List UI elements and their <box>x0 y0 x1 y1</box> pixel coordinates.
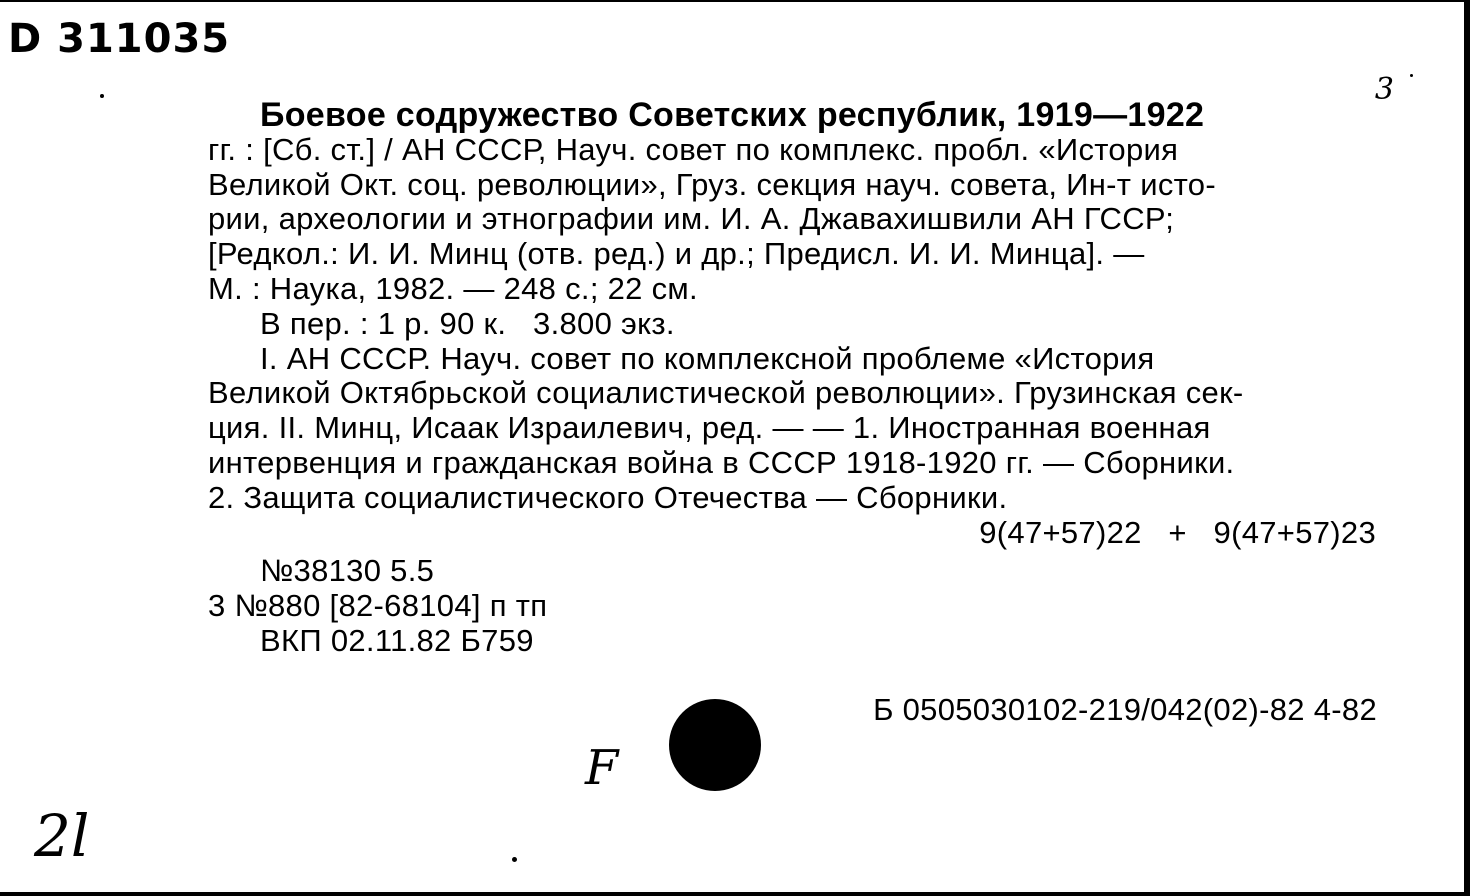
description-line-2: Великой Окт. соц. революции», Груз. секция науч. совета, Ин-т исто- <box>208 166 1216 202</box>
description-line-4: [Редкол.: И. И. Минц (отв. ред.) и др.; Предисл. И. И. Минца]. — <box>208 236 1145 272</box>
description-line-1: гг. : [Сб. ст.] / АН СССР, Науч. совет по комплекс. пробл. «История <box>208 131 1179 167</box>
subject-line-3: ция. II. Минц, Исаак Израилевич, ред. — — 1. Иностранная военная <box>208 410 1211 446</box>
handwritten-note-left: 2l <box>34 802 90 870</box>
record-line-2: 3 №880 [82-68104] п тп <box>208 588 548 624</box>
punch-hole <box>669 699 761 791</box>
record-line-1: №38130 5.5 <box>260 553 435 589</box>
subject-line-2: Великой Октябрьской социалистической революции». Грузинская сек- <box>208 375 1244 411</box>
record-line-3: ВКП 02.11.82 Б759 <box>260 622 534 658</box>
classification-index: 9(47+57)22 + 9(47+57)23 <box>979 514 1376 550</box>
speck <box>1410 74 1413 77</box>
description-line-5: М. : Наука, 1982. — 248 с.; 22 см. <box>208 270 698 306</box>
subject-line-5: 2. Защита социалистического Отечества — Сборники. <box>208 479 1008 515</box>
subject-line-1: I. АН СССР. Науч. совет по комплексной проблеме «История <box>260 340 1155 376</box>
card-title: Боевое содружество Советских республик, 1919—1922 <box>260 96 1205 134</box>
subject-line-4: интервенция и гражданская война в СССР 1918-1920 гг. — Сборники. <box>208 444 1235 480</box>
inventory-number: D 311035 <box>8 16 231 62</box>
bottom-code: Б 0505030102-219/042(02)-82 4-82 <box>873 692 1377 727</box>
speck <box>512 857 517 862</box>
handwritten-note-middle: F <box>585 740 619 796</box>
description-line-3: рии, археологии и этнографии им. И. А. Джавахишвили АН ГССР; <box>208 201 1175 237</box>
price-line: В пер. : 1 р. 90 к. 3.800 экз. <box>260 305 675 341</box>
speck <box>100 94 104 98</box>
card-body <box>208 98 1376 659</box>
corner-mark: 3 <box>1374 72 1394 107</box>
